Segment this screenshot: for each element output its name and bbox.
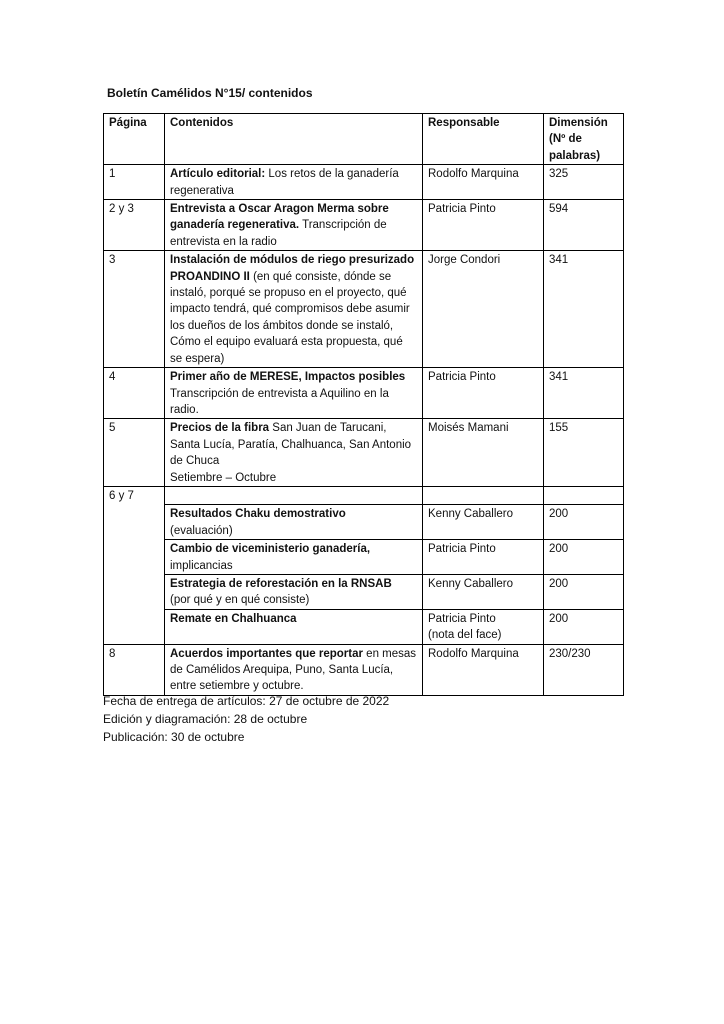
cell-dimension: 594: [544, 200, 624, 251]
table-row: [104, 644, 624, 695]
cell-responsable: [423, 609, 544, 644]
content-title: Cambio de viceministerio ganadería,: [170, 543, 371, 556]
cell-contenidos: [165, 505, 423, 540]
content-desc: San Juan de Tarucani, Santa Lucía, Paratía, Chalhuanca, San Antonio de Chuca: [170, 422, 412, 468]
cell-dimension: 200: [544, 574, 624, 609]
cell-contenidos: [165, 644, 423, 695]
table-row: [104, 200, 624, 251]
editing-date: Edición y diagramación: 28 de octubre: [103, 712, 308, 726]
content-title: Primer año de MERESE, Impactos posibles: [170, 371, 406, 384]
cell-dimension: 155: [544, 419, 624, 487]
content-title: Precios de la fibra: [170, 422, 270, 435]
responsable-note: (nota del face): [428, 629, 502, 642]
cell-responsable: Patricia Pinto: [423, 200, 544, 251]
cell-dimension: 200: [544, 609, 624, 644]
cell-contenidos: [165, 165, 423, 200]
header-dimension: Dimensión (Nº de palabras): [544, 114, 624, 165]
contents-table: [103, 113, 624, 696]
header-contenidos: Contenidos: [165, 114, 423, 165]
header-responsable: Responsable: [423, 114, 544, 165]
cell-responsable-empty: [423, 486, 544, 504]
cell-pagina: 3: [104, 251, 165, 368]
cell-contenidos: [165, 419, 423, 487]
cell-dimension: 341: [544, 251, 624, 368]
cell-responsable: Kenny Caballero: [423, 505, 544, 540]
table-row: [104, 165, 624, 200]
content-title: Entrevista a Oscar Aragon Merma sobre ganadería regenerativa.: [170, 203, 389, 232]
cell-dimension: 230/230: [544, 644, 624, 695]
content-desc: Los retos de la ganadería regenerativa: [170, 168, 399, 197]
content-desc: en mesas de Camélidos Arequipa, Puno, Santa Lucía, entre setiembre y octubre.: [170, 647, 417, 693]
content-desc: (evaluación): [170, 524, 233, 537]
content-title: Resultados Chaku demostrativo: [170, 508, 346, 521]
cell-dimension: 325: [544, 165, 624, 200]
header-pagina: Página: [104, 114, 165, 165]
cell-responsable: Moisés Mamani: [423, 419, 544, 487]
table-row: [104, 609, 624, 644]
cell-dimension: 200: [544, 540, 624, 575]
content-title: Instalación de módulos de riego presurizado PROANDINO II: [170, 254, 415, 283]
table-row: [104, 574, 624, 609]
cell-responsable: Kenny Caballero: [423, 574, 544, 609]
content-desc: Transcripción de entrevista en la radio: [170, 219, 387, 248]
table-row: [104, 419, 624, 487]
content-desc: implicancias: [170, 559, 233, 572]
cell-dimension: 200: [544, 505, 624, 540]
delivery-date: Fecha de entrega de artículos: 27 de octubre de 2022: [103, 694, 390, 708]
cell-pagina: 4: [104, 368, 165, 419]
table-row: [104, 368, 624, 419]
cell-responsable: Patricia Pinto: [423, 368, 544, 419]
publication-date: Publicación: 30 de octubre: [103, 730, 245, 744]
responsable-name: Patricia Pinto: [428, 612, 496, 625]
content-title: Remate en Chalhuanca: [170, 612, 297, 625]
cell-contenidos: [165, 574, 423, 609]
content-desc: (en qué consiste, dónde se instaló, porqué se propuso en el proyecto, qué impacto tendrá, qué compromisos debe asumir los dueños de los ámbitos donde se instaló, Cómo el equipo evaluará esta propuesta, qué se espera): [170, 270, 410, 365]
cell-pagina: 5: [104, 419, 165, 487]
cell-responsable: Jorge Condori: [423, 251, 544, 368]
cell-pagina: 2 y 3: [104, 200, 165, 251]
content-desc: Transcripción de entrevista a Aquilino en la radio.: [170, 387, 389, 416]
cell-responsable: Patricia Pinto: [423, 540, 544, 575]
document-title: Boletín Camélidos N°15/ contenidos: [107, 86, 313, 100]
table-row-group-header: [104, 486, 624, 504]
content-title: Estrategia de reforestación en la RNSAB: [170, 577, 392, 590]
cell-contenidos: [165, 609, 423, 644]
table-row: [104, 251, 624, 368]
cell-contenidos: [165, 200, 423, 251]
content-title: Acuerdos importantes que reportar: [170, 647, 363, 660]
cell-contenidos: [165, 540, 423, 575]
cell-responsable: Rodolfo Marquina: [423, 165, 544, 200]
content-title: Artículo editorial:: [170, 168, 266, 181]
cell-pagina: 6 y 7: [104, 486, 165, 644]
cell-responsable: Rodolfo Marquina: [423, 644, 544, 695]
content-desc-line2: Setiembre – Octubre: [170, 471, 277, 484]
cell-contenidos-empty: [165, 486, 423, 504]
table-header-row: [104, 114, 624, 165]
table-row: [104, 505, 624, 540]
cell-dimension-empty: [544, 486, 624, 504]
table-row: [104, 540, 624, 575]
footer-notes: [103, 692, 389, 746]
content-desc: (por qué y en qué consiste): [170, 594, 310, 607]
cell-contenidos: [165, 368, 423, 419]
cell-pagina: 8: [104, 644, 165, 695]
cell-dimension: 341: [544, 368, 624, 419]
cell-pagina: 1: [104, 165, 165, 200]
cell-contenidos: [165, 251, 423, 368]
